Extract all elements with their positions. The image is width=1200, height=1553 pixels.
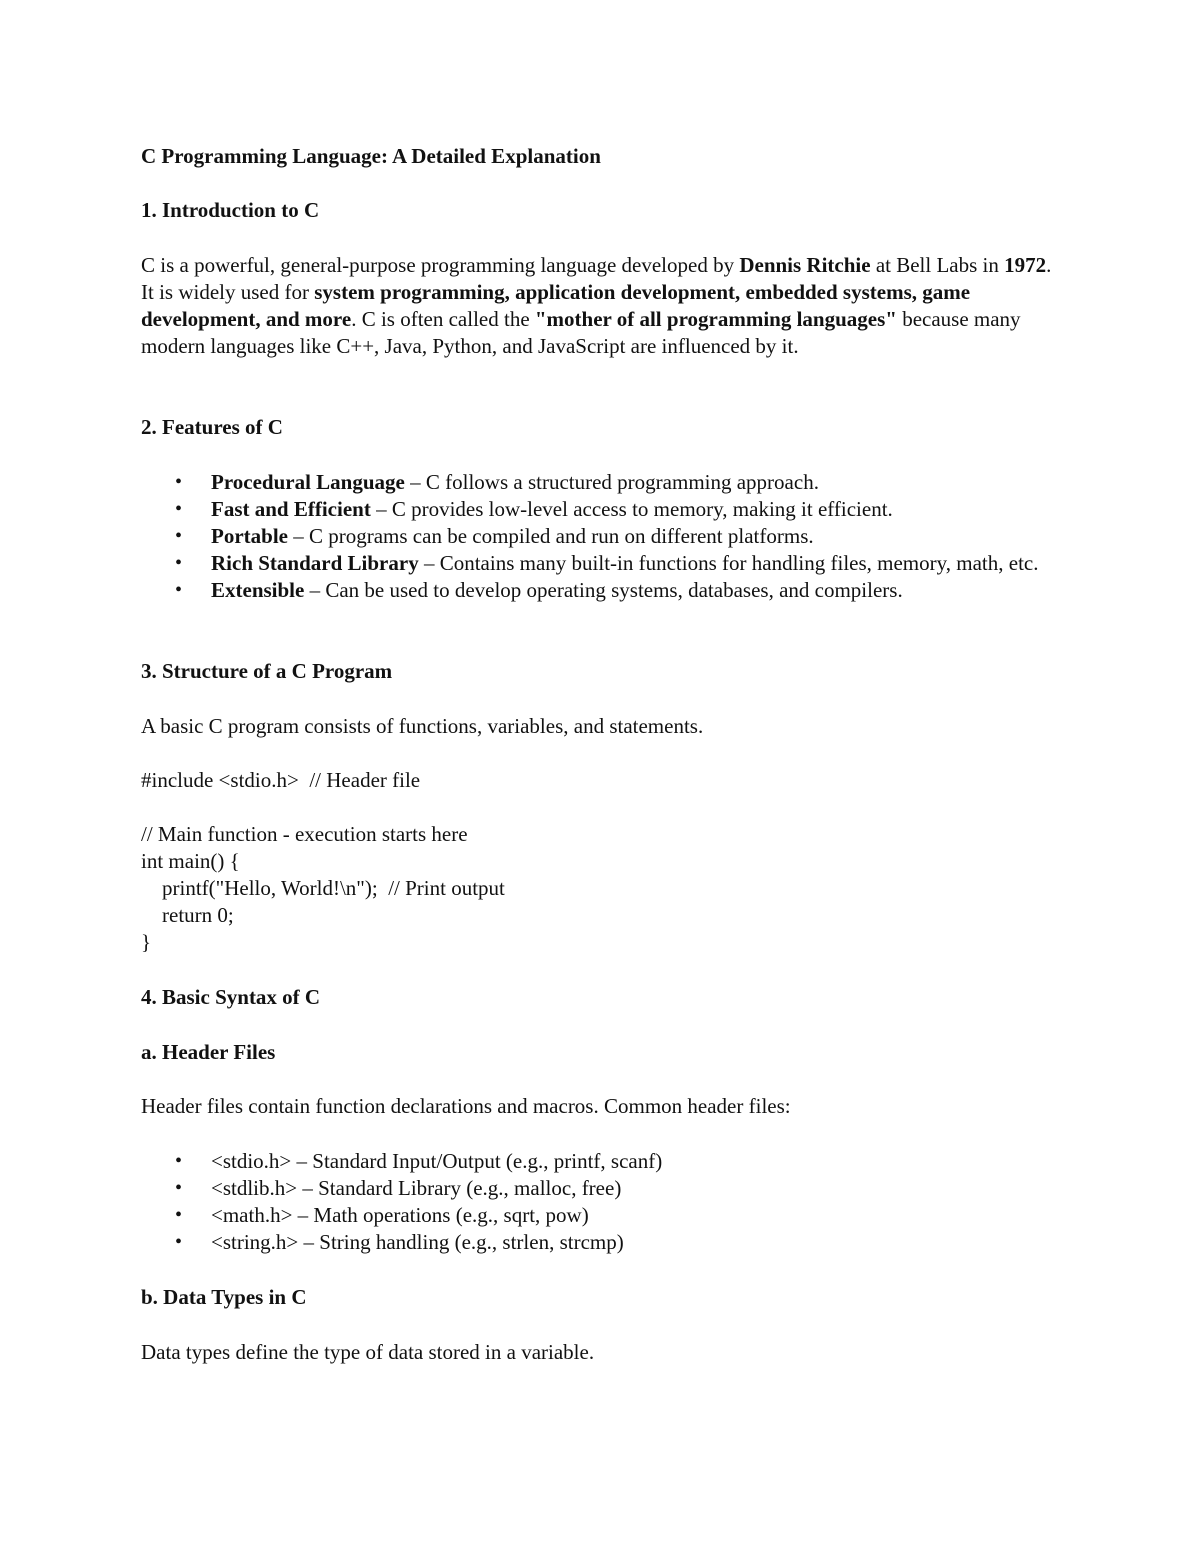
header-files-list (141, 1148, 1061, 1256)
list-item (141, 1175, 1061, 1202)
bullet-icon: • (175, 1204, 183, 1226)
bullet-icon: • (175, 1177, 183, 1199)
list-item (141, 1148, 1061, 1175)
feature-term: Portable (211, 524, 288, 548)
section-heading-introduction: 1. Introduction to C (141, 198, 320, 222)
feature-term: Rich Standard Library (211, 551, 419, 575)
header-files-intro: Header files contain function declarations and macros. Common header files: (141, 1094, 791, 1118)
feature-term: Procedural Language (211, 470, 405, 494)
feature-desc: – Contains many built-in functions for handling files, memory, math, etc. (418, 551, 1039, 575)
feature-desc: – C programs can be compiled and run on different platforms. (287, 524, 814, 548)
intro-text-4: . C is often called the (351, 307, 535, 331)
code-line: #include <stdio.h> // Header file (141, 768, 421, 792)
document-title: C Programming Language: A Detailed Explanation (141, 144, 601, 168)
header-file-item: <math.h> – Math operations (e.g., sqrt, pow) (211, 1203, 589, 1227)
intro-bold-year: 1972 (1004, 253, 1047, 277)
bullet-icon: • (175, 525, 183, 547)
code-line: } (141, 930, 152, 954)
code-line: // Main function - execution starts here (141, 822, 468, 846)
bullet-icon: • (175, 471, 183, 493)
intro-text-5: because many modern languages like C++, Java, Python, and JavaScript are influenced by it. (141, 307, 1021, 358)
feature-term: Fast and Efficient (211, 497, 371, 521)
list-item (141, 550, 1061, 577)
intro-bold-author: Dennis Ritchie (739, 253, 871, 277)
subheading-data-types: b. Data Types in C (141, 1285, 307, 1309)
code-sample (141, 767, 1061, 956)
section-heading-syntax: 4. Basic Syntax of C (141, 985, 321, 1009)
code-line (141, 794, 1061, 821)
structure-intro: A basic C program consists of functions, variables, and statements. (141, 714, 704, 738)
header-file-item: <stdio.h> – Standard Input/Output (e.g., printf, scanf) (211, 1149, 663, 1173)
header-file-item: <stdlib.h> – Standard Library (e.g., malloc, free) (211, 1176, 622, 1200)
code-line: printf("Hello, World!\n"); // Print output (141, 876, 505, 900)
list-item (141, 1229, 1061, 1256)
intro-text-2: at Bell Labs in (870, 253, 1005, 277)
data-types-intro: Data types define the type of data stored in a variable. (141, 1340, 595, 1364)
list-item (141, 469, 1061, 496)
features-list (141, 469, 1061, 604)
feature-desc: – C follows a structured programming approach. (404, 470, 819, 494)
intro-text-1: C is a powerful, general-purpose programming language developed by (141, 253, 740, 277)
bullet-icon: • (175, 498, 183, 520)
bullet-icon: • (175, 1150, 183, 1172)
code-line: return 0; (141, 903, 234, 927)
list-item (141, 577, 1061, 604)
bullet-icon: • (175, 1231, 183, 1253)
feature-term: Extensible (211, 578, 305, 602)
intro-bold-mother: "mother of all programming languages" (534, 307, 897, 331)
code-line: int main() { (141, 849, 240, 873)
feature-desc: – Can be used to develop operating systems, databases, and compilers. (304, 578, 903, 602)
list-item (141, 523, 1061, 550)
bullet-icon: • (175, 552, 183, 574)
header-file-item: <string.h> – String handling (e.g., strlen, strcmp) (211, 1230, 624, 1254)
intro-text-3: . It is widely used for (141, 253, 1052, 304)
intro-paragraph (141, 252, 1061, 360)
subheading-header-files: a. Header Files (141, 1040, 276, 1064)
section-heading-features: 2. Features of C (141, 415, 283, 439)
list-item (141, 1202, 1061, 1229)
section-heading-structure: 3. Structure of a C Program (141, 659, 393, 683)
list-item (141, 496, 1061, 523)
feature-desc: – C provides low-level access to memory, making it efficient. (370, 497, 893, 521)
bullet-icon: • (175, 579, 183, 601)
intro-bold-uses: system programming, application development, embedded systems, game development, and more (141, 280, 971, 331)
